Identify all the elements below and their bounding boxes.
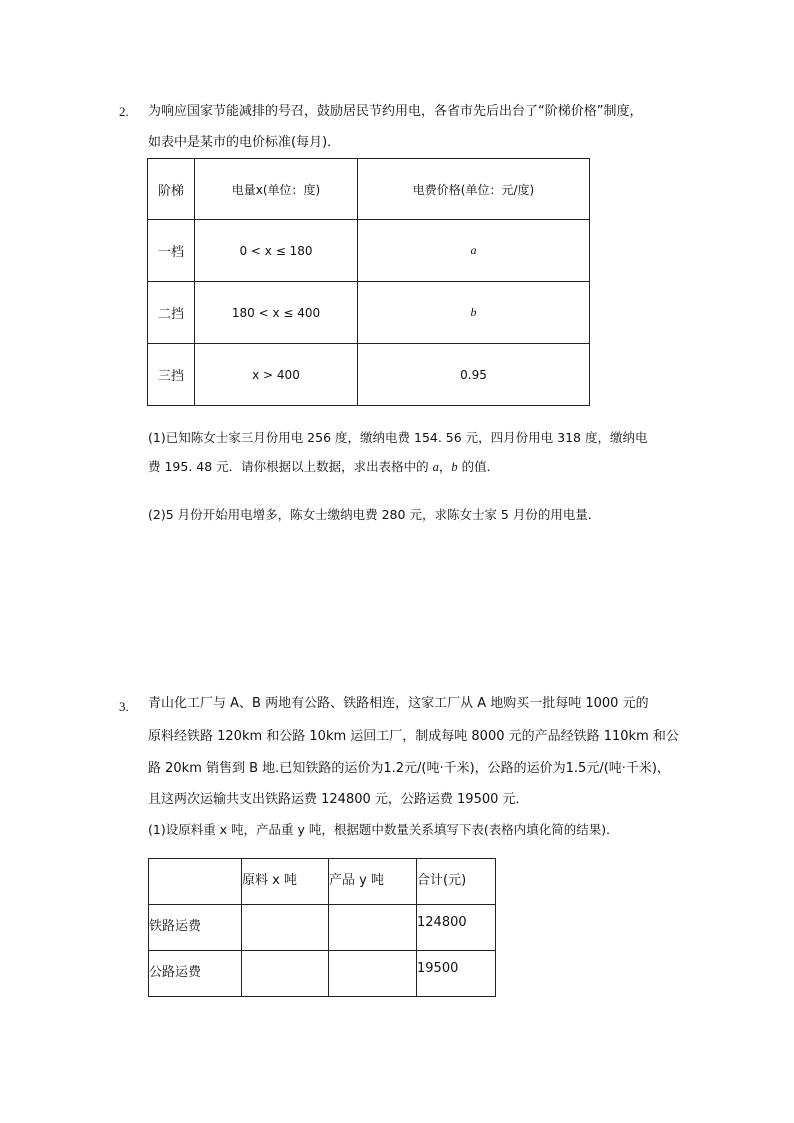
range-cell: 0 < x ≤ 180 <box>195 220 358 282</box>
freight-cost-table <box>148 858 496 997</box>
question-2-part-2: (2)5 月份开始用电增多，陈女士缴纳电费 280 元，求陈女士家 5 月份的用电量． <box>148 507 601 522</box>
table-row <box>149 905 496 951</box>
table-header-total: 合计(元) <box>417 859 496 905</box>
question-2-line-2: 如表中是某市的电价标准(每月)． <box>148 135 341 150</box>
question-3-line-1: 青山化工厂与 A、B 两地有公路、铁路相连，这家工厂从 A 地购买一批每吨 1000 元的 <box>148 696 649 711</box>
question-3-line-4: 且这两次运输共支出铁路运费 124800 元，公路运费 19500 元． <box>148 792 529 807</box>
table-row <box>148 344 590 406</box>
price-cell: b <box>358 282 590 344</box>
range-cell: 180 < x ≤ 400 <box>195 282 358 344</box>
table-header-price: 电费价格(单位：元/度) <box>358 159 590 220</box>
table-header-row <box>149 859 496 905</box>
product-cell[interactable] <box>329 905 417 951</box>
table-row <box>148 282 590 344</box>
table-header-blank <box>149 859 242 905</box>
question-2-line-1: 为响应国家节能减排的号召，鼓励居民节约用电，各省市先后出台了“阶梯价格”制度， <box>148 104 643 119</box>
total-cell: 124800 <box>417 905 496 951</box>
table-header-tier: 阶梯 <box>148 159 195 220</box>
electricity-price-table <box>147 158 590 406</box>
tier-cell: 三挡 <box>148 344 195 406</box>
question-3-part-1: (1)设原料重 x 吨，产品重 y 吨，根据题中数量关系填写下表(表格内填化简的结果)． <box>148 822 619 837</box>
table-row <box>149 951 496 997</box>
table-header-raw: 原料 x 吨 <box>242 859 329 905</box>
tier-cell: 二挡 <box>148 282 195 344</box>
question-2-number: 2. <box>119 104 129 119</box>
product-cell[interactable] <box>329 951 417 997</box>
table-row <box>148 220 590 282</box>
raw-material-cell[interactable] <box>242 905 329 951</box>
table-header-usage: 电量x(单位：度) <box>195 159 358 220</box>
question-2-part-1-line-2: 费 195. 48 元．请你根据以上数据，求出表格中的 a，b 的值． <box>148 459 500 474</box>
row-label-cell: 公路运费 <box>149 951 242 997</box>
total-cell: 19500 <box>417 951 496 997</box>
price-cell: a <box>358 220 590 282</box>
tier-cell: 一档 <box>148 220 195 282</box>
question-2-part-1-line-1: (1)已知陈女士家三月份用电 256 度，缴纳电费 154. 56 元，四月份用电 318 度，缴纳电 <box>148 430 648 445</box>
question-3-number: 3. <box>119 699 129 714</box>
raw-material-cell[interactable] <box>242 951 329 997</box>
range-cell: x > 400 <box>195 344 358 406</box>
price-cell: 0.95 <box>358 344 590 406</box>
question-3-line-2: 原料经铁路 120km 和公路 10km 运回工厂，制成每吨 8000 元的产品经铁路 110km 和公 <box>148 729 679 744</box>
row-label-cell: 铁路运费 <box>149 905 242 951</box>
question-3-line-3: 路 20km 销售到 B 地.已知铁路的运价为1.2元/(吨·千米)，公路的运价为1.5元/(吨·千米)， <box>148 761 670 776</box>
table-header-product: 产品 y 吨 <box>329 859 417 905</box>
